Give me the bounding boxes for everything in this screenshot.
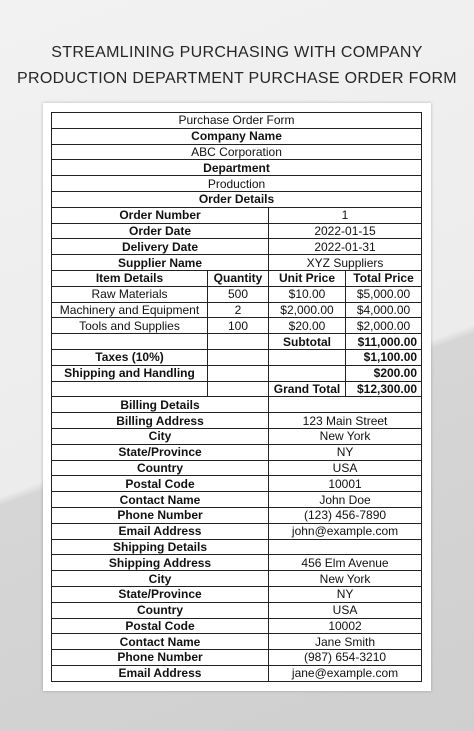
empty-cell [269,539,422,555]
shipping-detail-row [52,650,422,666]
empty-cell [269,349,346,365]
shipping-field-value: (987) 654-3210 [269,650,422,666]
grand-total-value: $12,300.00 [346,381,422,397]
billing-field-label: Postal Code [52,476,269,492]
shipping-field-value: jane@example.com [269,665,422,681]
billing-field-label: Billing Address [52,413,269,429]
order-details-label: Order Details [52,191,422,207]
form-heading: Purchase Order Form [52,113,422,129]
empty-cell [269,365,346,381]
billing-field-value: (123) 456-7890 [269,507,422,523]
items-header-row [52,270,422,286]
table-row [52,128,422,144]
shipping-label: Shipping and Handling [52,365,208,381]
shipping-field-value: 10002 [269,618,422,634]
billing-field-value: USA [269,460,422,476]
shipping-detail-row [52,602,422,618]
table-row [52,160,422,176]
shipping-detail-row [52,634,422,650]
table-row [52,176,422,192]
item-name: Machinery and Equipment [52,302,208,318]
shipping-field-label: Phone Number [52,650,269,666]
empty-cell [208,381,269,397]
billing-row [52,507,422,523]
item-name: Raw Materials [52,286,208,302]
empty-cell [208,365,269,381]
supplier-value: XYZ Suppliers [269,255,422,271]
shipping-detail-row [52,618,422,634]
taxes-row [52,349,422,365]
item-total-price: $4,000.00 [346,302,422,318]
shipping-detail-row [52,586,422,602]
empty-cell [208,334,269,350]
empty-cell [52,381,208,397]
grand-total-label: Grand Total [269,381,346,397]
table-row [52,539,422,555]
item-unit-price: $20.00 [269,318,346,334]
title-line-1: STREAMLINING PURCHASING WITH COMPANY [51,44,423,61]
item-unit-price: $2,000.00 [269,302,346,318]
department-value: Production [52,176,422,192]
empty-cell [52,334,208,350]
shipping-field-label: City [52,571,269,587]
column-header-total-price: Total Price [346,270,422,286]
item-unit-price: $10.00 [269,286,346,302]
item-total-price: $5,000.00 [346,286,422,302]
billing-field-label: Phone Number [52,507,269,523]
purchase-order-sheet [43,103,431,691]
table-row [52,191,422,207]
item-quantity: 100 [208,318,269,334]
shipping-field-label: Email Address [52,665,269,681]
order-number-value: 1 [269,207,422,223]
order-date-value: 2022-01-15 [269,223,422,239]
billing-details-label: Billing Details [52,397,269,413]
billing-field-label: City [52,428,269,444]
billing-field-label: Contact Name [52,492,269,508]
shipping-field-label: Contact Name [52,634,269,650]
item-quantity: 2 [208,302,269,318]
order-date-label: Order Date [52,223,269,239]
taxes-value: $1,100.00 [346,349,422,365]
title-line-2: PRODUCTION DEPARTMENT PURCHASE ORDER FORM [17,70,457,87]
column-header-item: Item Details [52,270,208,286]
subtotal-row [52,334,422,350]
table-row [52,239,422,255]
shipping-details-label: Shipping Details [52,539,269,555]
table-row [52,207,422,223]
department-label: Department [52,160,422,176]
billing-field-value: 10001 [269,476,422,492]
billing-row [52,492,422,508]
shipping-field-value: USA [269,602,422,618]
table-row [52,255,422,271]
item-row [52,318,422,334]
subtotal-value: $11,000.00 [346,334,422,350]
shipping-field-label: Country [52,602,269,618]
item-name: Tools and Supplies [52,318,208,334]
billing-field-label: State/Province [52,444,269,460]
table-row [52,397,422,413]
delivery-date-label: Delivery Date [52,239,269,255]
company-value: ABC Corporation [52,144,422,160]
billing-field-value: New York [269,428,422,444]
shipping-field-value: Jane Smith [269,634,422,650]
billing-field-label: Email Address [52,523,269,539]
order-number-label: Order Number [52,207,269,223]
shipping-field-label: Shipping Address [52,555,269,571]
empty-cell [208,349,269,365]
table-row [52,113,422,129]
shipping-field-value: NY [269,586,422,602]
shipping-value: $200.00 [346,365,422,381]
billing-field-value: NY [269,444,422,460]
item-quantity: 500 [208,286,269,302]
billing-row [52,476,422,492]
empty-cell [269,397,422,413]
shipping-field-value: 456 Elm Avenue [269,555,422,571]
page-title [0,40,474,92]
shipping-detail-row [52,555,422,571]
billing-row [52,444,422,460]
billing-row [52,460,422,476]
shipping-row [52,365,422,381]
shipping-field-label: Postal Code [52,618,269,634]
item-total-price: $2,000.00 [346,318,422,334]
subtotal-label: Subtotal [269,334,346,350]
supplier-label: Supplier Name [52,255,269,271]
purchase-order-table [51,112,422,682]
company-label: Company Name [52,128,422,144]
billing-field-value: 123 Main Street [269,413,422,429]
column-header-quantity: Quantity [208,270,269,286]
taxes-label: Taxes (10%) [52,349,208,365]
billing-row [52,428,422,444]
billing-field-label: Country [52,460,269,476]
shipping-detail-row [52,665,422,681]
item-row [52,302,422,318]
shipping-field-value: New York [269,571,422,587]
billing-row [52,413,422,429]
item-row [52,286,422,302]
grand-total-row [52,381,422,397]
table-row [52,223,422,239]
table-row [52,144,422,160]
billing-field-value: john@example.com [269,523,422,539]
column-header-unit-price: Unit Price [269,270,346,286]
delivery-date-value: 2022-01-31 [269,239,422,255]
billing-field-value: John Doe [269,492,422,508]
shipping-field-label: State/Province [52,586,269,602]
billing-row [52,523,422,539]
shipping-detail-row [52,571,422,587]
